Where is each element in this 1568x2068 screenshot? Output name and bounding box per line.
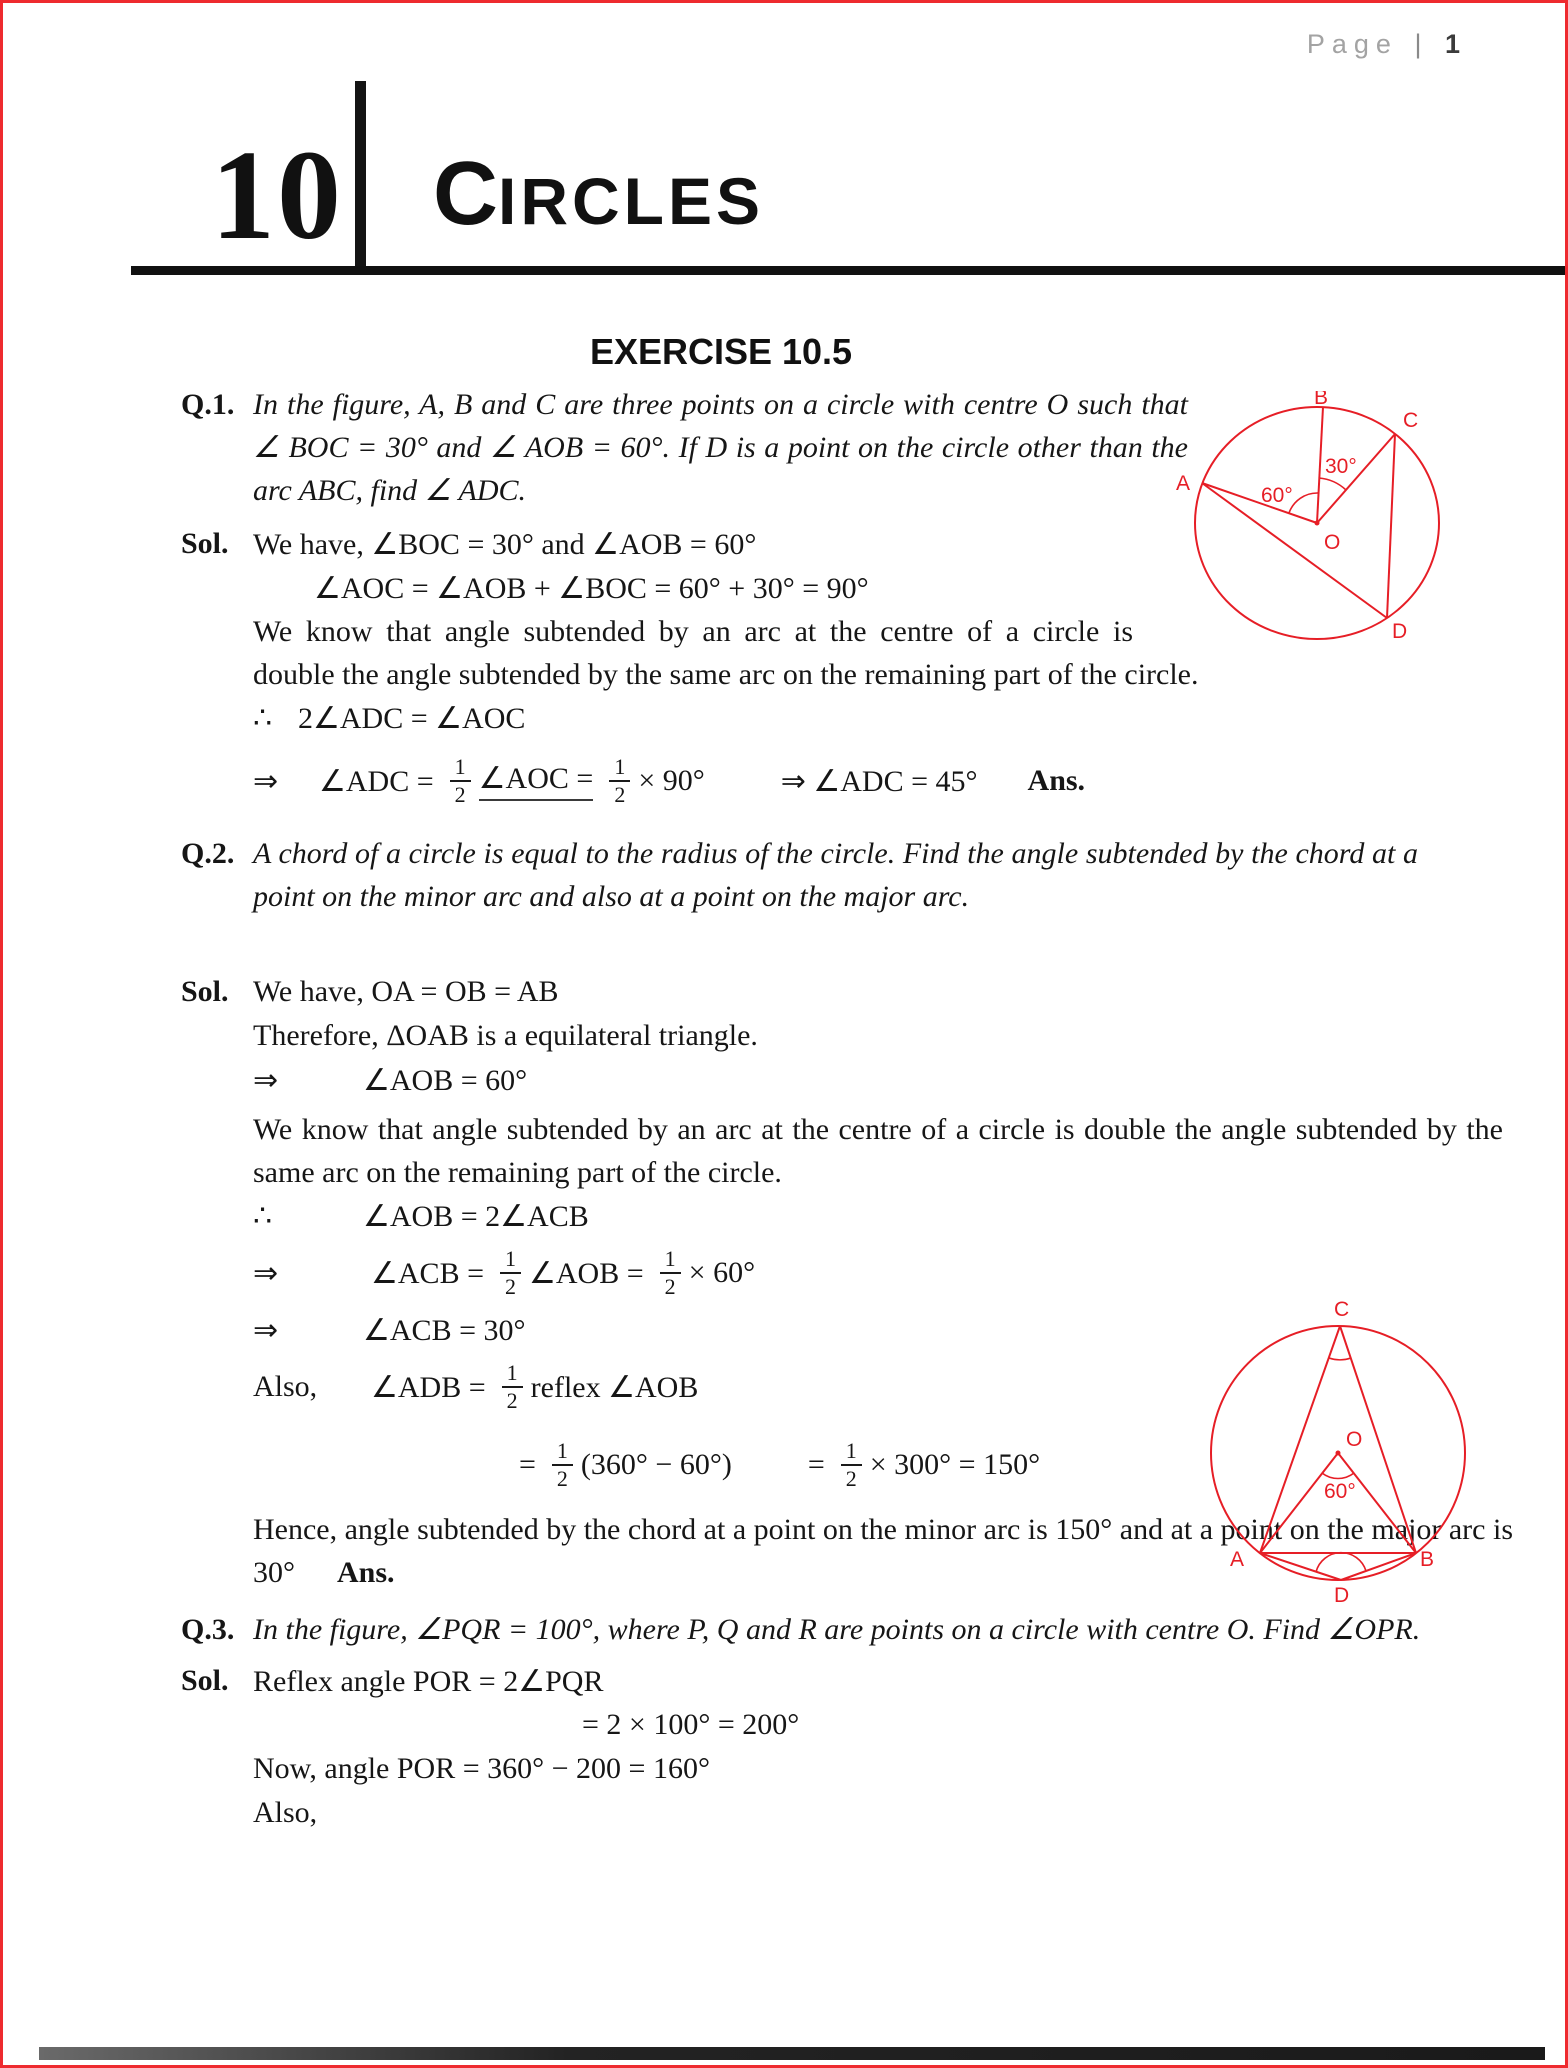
sol2-line9-b: (360° − 60°)	[580, 1448, 732, 1481]
q1-circle-figure	[1158, 391, 1478, 661]
answer-label: Ans.	[1027, 764, 1086, 797]
sol1-line4-text: 2∠ADC = ∠AOC	[298, 701, 526, 735]
therefore-symbol: ∴	[253, 1199, 273, 1233]
sol2-paragraph: We know that angle subtended by an arc at the centre of a circle is double the angle subtended by the same arc on the remaining part of the circle.	[253, 1113, 1503, 1189]
sol1-line5-a: ∠ADC =	[319, 764, 434, 798]
chapter-divider-bar	[355, 81, 366, 275]
chord-AD	[1260, 1553, 1341, 1580]
label-O: O	[1346, 1428, 1363, 1451]
sol2-conclusion-text: Hence, angle subtended by the chord at a point on the minor arc is 150° and at a point on the major arc is 30°	[253, 1513, 1513, 1589]
sol2-line3-text: ∠AOB = 60°	[363, 1063, 528, 1097]
question-2-body	[253, 832, 1505, 918]
implies-symbol: ⇒	[253, 764, 279, 798]
radius-OA	[1260, 1453, 1338, 1553]
fraction-numerator: 1	[552, 1439, 573, 1466]
label-D: D	[1392, 620, 1408, 643]
fraction-denominator: 2	[506, 1388, 518, 1413]
implies-symbol: ⇒	[253, 1313, 279, 1347]
radius-OA	[1202, 483, 1317, 523]
sol1-line2: ∠AOC = ∠AOB + ∠BOC = 60° + 30° = 90°	[314, 571, 869, 605]
chapter-header	[3, 3, 1565, 275]
implies-symbol: ⇒	[253, 1063, 279, 1097]
sol2-line5	[253, 1194, 1513, 1238]
radius-OB	[1338, 1453, 1416, 1553]
sol1-line5-d: ⇒ ∠ADC = 45°	[780, 764, 978, 798]
fraction-one-half	[841, 1439, 862, 1491]
angle-arc-D	[1316, 1553, 1366, 1572]
label-C: C	[1403, 409, 1419, 432]
sol2-line6-a: ∠ACB =	[371, 1256, 484, 1290]
sol3-line1: Reflex angle POR = 2∠PQR	[253, 1664, 604, 1698]
solution-2-label: Sol.	[181, 975, 229, 1008]
fraction-denominator: 2	[845, 1466, 857, 1491]
fraction-one-half	[660, 1247, 681, 1299]
fraction-denominator: 2	[505, 1274, 516, 1299]
therefore-symbol: ∴	[253, 701, 273, 735]
sol1-line5-b: ∠AOC =	[479, 761, 594, 801]
sol2-line2: Therefore, ΔOAB is a equilateral triangle.	[253, 1019, 758, 1052]
fraction-numerator: 1	[660, 1247, 681, 1274]
question-2	[181, 832, 1505, 918]
fraction-one-half	[502, 1361, 523, 1413]
sol2-line9-d: × 300° = 150°	[869, 1448, 1041, 1481]
chapter-title-initial: C	[433, 144, 498, 244]
label-O: O	[1324, 531, 1341, 554]
label-D: D	[1334, 1584, 1350, 1607]
fraction-one-half	[552, 1439, 573, 1491]
exercise-title: EXERCISE 10.5	[589, 331, 853, 372]
angle-arc-60	[1322, 1473, 1354, 1479]
question-3-body	[253, 1608, 1505, 1651]
sol2-line9-c: =	[807, 1448, 825, 1481]
label-C: C	[1334, 1298, 1350, 1321]
chapter-title-rest: IRCLES	[498, 164, 765, 238]
label-A: A	[1176, 472, 1191, 495]
sol2-line9-a: =	[519, 1448, 536, 1481]
sol2-line8-c: reflex ∠AOB	[530, 1370, 699, 1404]
q2-circle-figure	[1188, 1298, 1498, 1608]
fraction-one-half	[609, 755, 630, 807]
sol2-line5-text: ∠AOB = 2∠ACB	[363, 1199, 589, 1233]
question-2-text: A chord of a circle is equal to the radius of the circle. Find the angle subtended by the chord at a point on the minor arc and also at a point on the major arc.	[253, 837, 1418, 913]
fraction-denominator: 2	[614, 782, 626, 807]
label-A: A	[1230, 1548, 1245, 1571]
solution-3	[181, 1659, 1505, 1835]
label-angle-60: 60°	[1261, 484, 1293, 507]
also-word: Also,	[253, 1370, 318, 1403]
chapter-title	[433, 144, 765, 244]
fraction-numerator: 1	[450, 755, 471, 782]
label-angle-60: 60°	[1324, 1480, 1356, 1503]
fraction-numerator: 1	[502, 1361, 523, 1388]
sol3-line2: = 2 × 100° = 200°	[582, 1708, 800, 1741]
fraction-denominator: 2	[556, 1466, 568, 1491]
center-point	[1336, 1451, 1341, 1456]
question-1-text: In the figure, A, B and C are three points on a circle with centre O such that ∠ BOC = 30° and ∠ AOB = 60°. If D is a point on the circle other than the arc ABC, find ∠ ADC.	[253, 388, 1188, 507]
page-separator: |	[1414, 29, 1429, 59]
solution-1-label: Sol.	[181, 527, 229, 560]
solution-3-body	[253, 1659, 1505, 1835]
sol2-line6-b: ∠AOB =	[529, 1256, 644, 1290]
implies-symbol: ⇒	[253, 1256, 279, 1290]
chord-BD	[1341, 1553, 1416, 1580]
question-3-label: Q.3.	[181, 1613, 235, 1646]
sol3-line4: Also,	[253, 1796, 318, 1829]
page-bottom-edge	[39, 2047, 1545, 2060]
page-number: 1	[1444, 29, 1460, 59]
fraction-numerator: 1	[500, 1247, 521, 1274]
page-word: Page	[1306, 29, 1398, 59]
answer-label: Ans.	[337, 1556, 395, 1589]
sol2-line6-c: × 60°	[688, 1256, 756, 1289]
fraction-numerator: 1	[841, 1439, 862, 1466]
sol2-line3	[253, 1058, 1513, 1102]
label-B: B	[1420, 1548, 1435, 1571]
radius-OC	[1317, 434, 1395, 523]
chord-DC	[1387, 434, 1395, 618]
angle-arc-30	[1319, 478, 1346, 490]
fraction-one-half	[500, 1247, 521, 1299]
radius-OB	[1317, 407, 1323, 523]
label-angle-30: 30°	[1325, 455, 1357, 478]
question-1-label: Q.1.	[181, 388, 235, 421]
sol1-line5-c: × 90°	[638, 764, 705, 797]
sol1-line4	[253, 696, 1505, 740]
sol2-line7-text: ∠ACB = 30°	[363, 1313, 526, 1347]
sol1-line5	[253, 746, 1505, 816]
solution-3-label: Sol.	[181, 1664, 229, 1697]
header-rule	[131, 266, 1565, 275]
chapter-number: 10	[211, 124, 343, 266]
fraction-one-half	[450, 755, 471, 807]
question-2-label: Q.2.	[181, 837, 235, 870]
fraction-denominator: 2	[664, 1274, 676, 1299]
angle-arc-C	[1329, 1358, 1351, 1360]
fraction-denominator: 2	[454, 782, 466, 807]
sol3-line3: Now, angle POR = 360° − 200 = 160°	[253, 1752, 710, 1785]
sol1-paragraph-text: We know that angle subtended by an arc at the centre of a circle is double the angle subtended by the same arc on the remaining part of the circle.	[253, 615, 1199, 691]
chord-CA	[1260, 1326, 1340, 1553]
question-3	[181, 1608, 1505, 1651]
angle-arc-60	[1289, 493, 1318, 513]
sol2-line1: We have, OA = OB = AB	[253, 975, 559, 1008]
sol1-line1: We have, ∠BOC = 30° and ∠AOB = 60°	[253, 527, 757, 561]
question-3-text: In the figure, ∠PQR = 100°, where P, Q and R are points on a circle with centre O. Find ∠OPR.	[253, 1613, 1421, 1646]
center-point	[1315, 521, 1320, 526]
sol2-line8-b: ∠ADB =	[371, 1370, 486, 1404]
label-B: B	[1314, 391, 1329, 409]
fraction-numerator: 1	[609, 755, 630, 782]
